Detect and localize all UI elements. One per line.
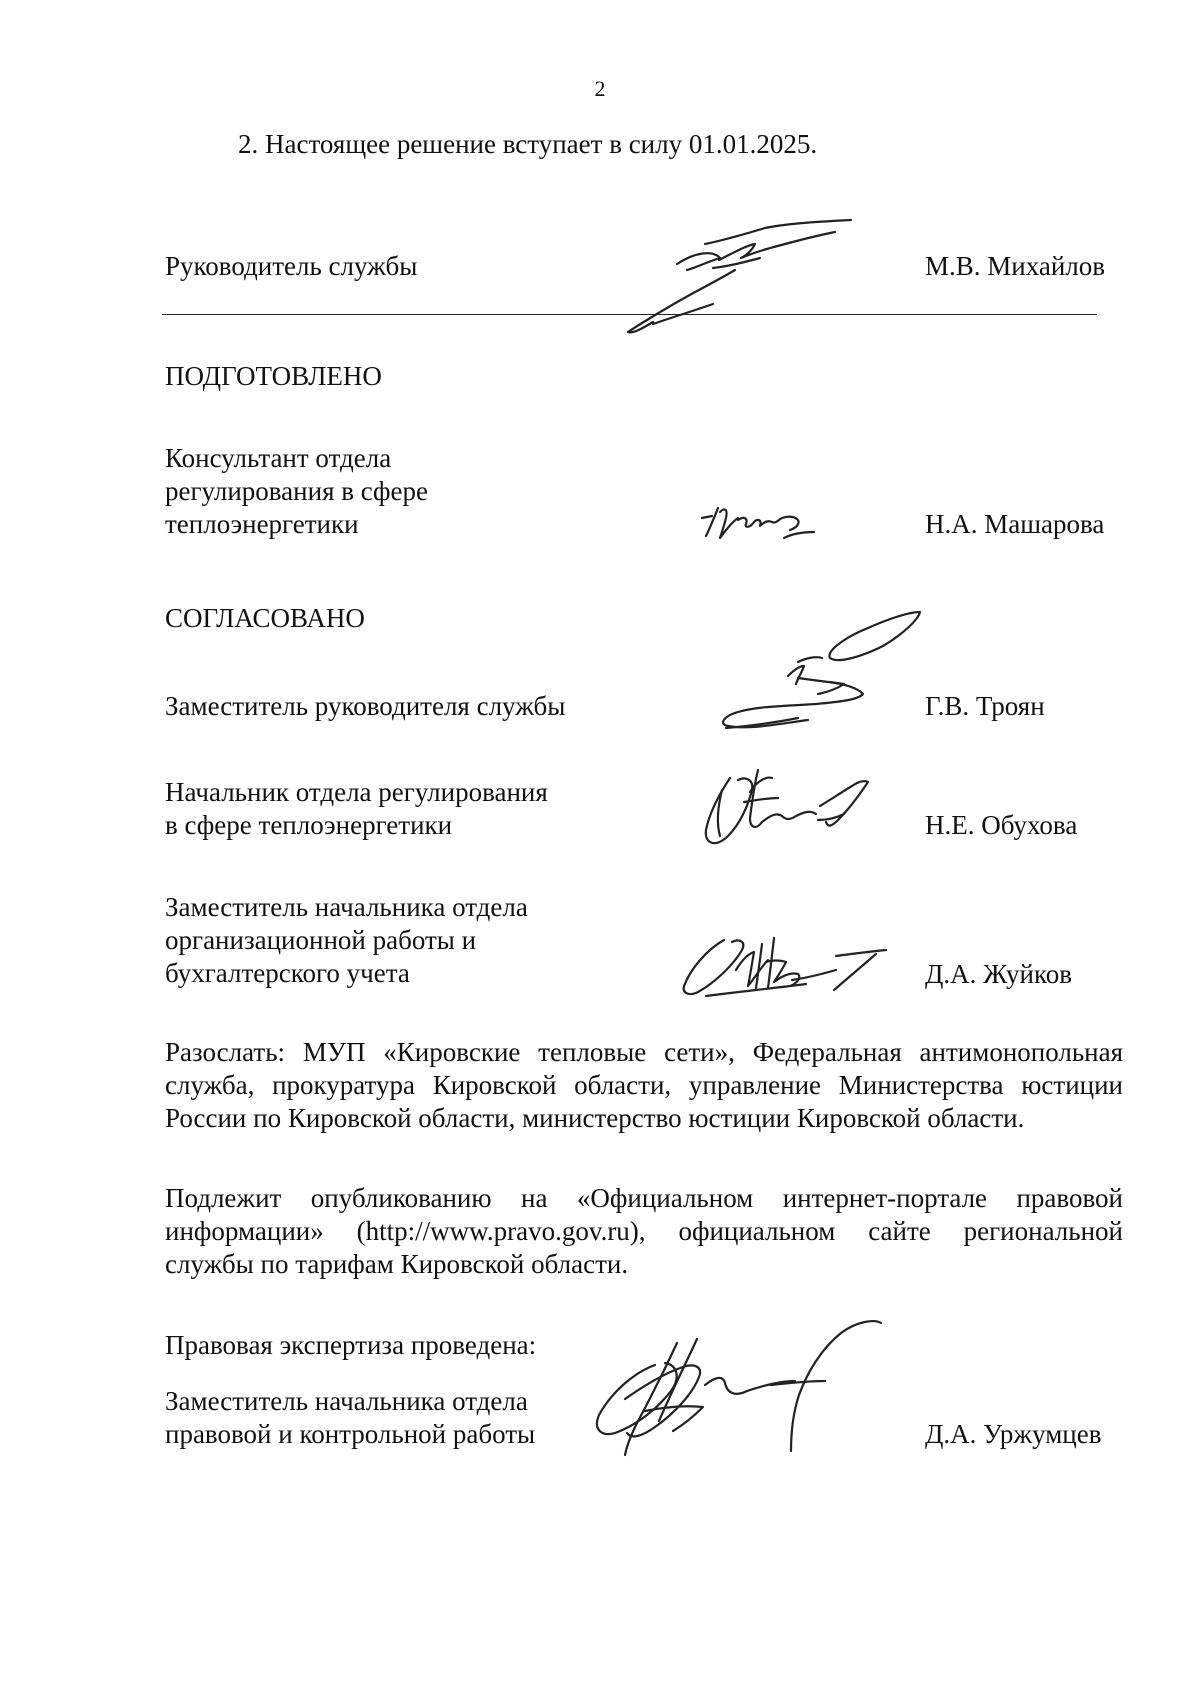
agreed-signer-2-name: Н.Е. Обухова xyxy=(925,810,1078,840)
head-signature xyxy=(595,222,865,342)
prepared-name: Н.А. Машарова xyxy=(925,509,1105,539)
legal-review-heading: Правовая экспертиза проведена: xyxy=(165,1330,537,1360)
agreed-signer-1-position: Заместитель руководителя службы xyxy=(165,691,566,721)
prepared-signature xyxy=(698,504,823,549)
agreed-signer-2-signature xyxy=(700,762,880,857)
distribution-paragraph: Разослать: МУП «Кировские тепловые сети», Федеральная антимонопольная служба, прокуратура Кировской области, управление Министерства юстиции России по Кировской области, министерство юстиции Кировской области. xyxy=(165,1037,1123,1133)
head-position: Руководитель службы xyxy=(165,251,418,281)
agreed-signer-3-name: Д.А. Жуйков xyxy=(925,959,1072,989)
agreed-signer-2-position: Начальник отдела регулирования в сфере теплоэнергетики xyxy=(165,777,548,840)
legal-review-name: Д.А. Уржумцев xyxy=(925,1419,1102,1449)
page-number: 2 xyxy=(594,76,606,101)
agreed-signer-3-position: Заместитель начальника отдела организационной работы и бухгалтерского учета xyxy=(165,892,528,988)
prepared-heading: ПОДГОТОВЛЕНО xyxy=(165,361,382,391)
clause-effective-date: 2. Настоящее решение вступает в силу 01.01.2025. xyxy=(238,129,818,159)
prepared-position: Консультант отдела регулирования в сфере теплоэнергетики xyxy=(165,443,429,539)
agreed-signer-3-signature xyxy=(676,920,916,1002)
agreed-signer-1-name: Г.В. Троян xyxy=(925,691,1045,721)
publication-paragraph: Подлежит опубликованию на «Официальном интернет-портале правовой информации» (http://www.pravo.gov.ru), официальном сайте региональной службы по тарифам Кировской области. xyxy=(165,1183,1123,1279)
legal-review-position: Заместитель начальника отдела правовой и контрольной работы xyxy=(165,1386,536,1449)
agreed-heading: СОГЛАСОВАНО xyxy=(165,603,365,633)
agreed-signer-1-signature xyxy=(688,608,933,756)
head-name: М.В. Михайлов xyxy=(925,251,1106,281)
legal-review-signature xyxy=(585,1315,905,1475)
